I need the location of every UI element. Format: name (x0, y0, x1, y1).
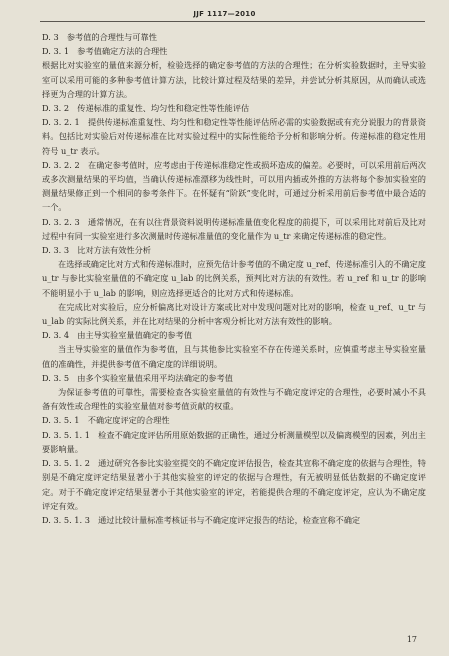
section-heading: D. 3. 3 比对方法有效性分析 (42, 245, 151, 256)
paragraph: 为保证参考值的可靠性，需要检查各实验室量值的有效性与不确定度评定的合理性，必要时减小不具备有效性或合理性的实验室量值对参考值贡献的权重。 (42, 387, 426, 412)
body-text (42, 30, 426, 527)
paragraph: D. 3. 2. 2 在确定参考值时，应考虑由于传递标准稳定性或损坏造成的偏差。必要时，可以采用前后两次或多次测量结果的平均值，当确认传递标准漂移为线性时，可以用内插或外推的方法将每个参加实验室的测量结果修正到一个相同的参考条件下。在怀疑有“阶跃”变化时，可通过分析采用前后参考值中最合适的一个。 (42, 159, 426, 213)
paragraph: 根据比对实验室的量值来源分析，检验选择的确定参考值的方法的合理性；在分析实验数据时，主导实验室可以采用可能的多种参考值计算方法，比较计算过程及结果的差异，并尝试分析其原因，从而确认或选择更为合理的计算方法。 (42, 60, 426, 99)
paragraph: D. 3. 2. 3 通常情况，在有以往背景资料说明传递标准量值变化程度的前提下，可以采用比对前后及比对过程中有同一实验室进行多次测量时传递标准量值的变化量作为 u_tr 来确定传递标准的稳定性。 (42, 216, 426, 241)
running-header: JJF 1117—2010 (193, 10, 256, 18)
paragraph: D. 3. 2. 1 提供传递标准重复性、均匀性和稳定性等性能评估所必需的实验数据或有充分说服力的背景资料。包括比对实验后对传递标准在比对实验过程中的实际性能给予分析和影响分析。传递标准的稳定性用符号 u_tr 表示。 (42, 117, 426, 156)
section-heading: D. 3. 5. 1 不确定度评定的合理性 (42, 415, 170, 426)
section-heading: D. 3. 4 由主导实验室量值确定的参考值 (42, 330, 192, 341)
section-heading: D. 3. 2 传递标准的重复性、均匀性和稳定性等性能评估 (42, 103, 250, 114)
page-number: 17 (406, 635, 417, 644)
section-heading: D. 3 参考值的合理性与可靠性 (42, 32, 157, 42)
paragraph: 在完成比对实验后，应分析偏离比对设计方案或比对中发现问题对比对的影响，检查 u_ref、u_tr 与 u_lab 的实际比例关系，并在比对结果的分析中客观分析比对方法有效性的影响。 (42, 301, 426, 327)
section-heading: D. 3. 1 参考值确定方法的合理性 (42, 46, 168, 57)
header-rule (40, 21, 425, 22)
section-heading: D. 3. 5 由多个实验室量值采用平均法确定的参考值 (42, 372, 233, 383)
paragraph: D. 3. 5. 1. 2 通过研究各参比实验室提交的不确定度评估报告，检查其宣称不确定度的依据与合理性，特别是不确定度评定结果显著小于其他实验室的评定的依据与合理性，有无被明显低估数据的不确定度评定。对于不确定度评定结果显著小于其他实验室的评定，若能提供合理的不确定度评定，应认为不确定度评定有效。 (42, 458, 426, 511)
paragraph: 当主导实验室的量值作为参考值，且与其他参比实验室不存在传递关系时，应慎重考虑主导实验室量值的准确性，并提供参考值不确定度的详细说明。 (42, 344, 426, 369)
paragraph: D. 3. 5. 1. 3 通过比较计量标准考核证书与不确定度评定报告的结论，检查宣称不确定 (42, 514, 361, 525)
paragraph: 在选择或确定比对方式和传递标准时，应预先估计参考值的不确定度 u_ref、传递标准引入的不确定度 u_tr 与参比实验室量值的不确定度 u_lab 的比例关系，预判比对方法的有效性。若 u_ref 和 u_tr 的影响不能明显小于 u_lab 的影响，则应选择更适合的比对方式和传递标准。 (42, 259, 426, 298)
paragraph: D. 3. 5. 1. 1 检查不确定度评估所用原始数据的正确性，通过分析测量模型以及偏离模型的因素，列出主要影响量。 (42, 429, 426, 454)
